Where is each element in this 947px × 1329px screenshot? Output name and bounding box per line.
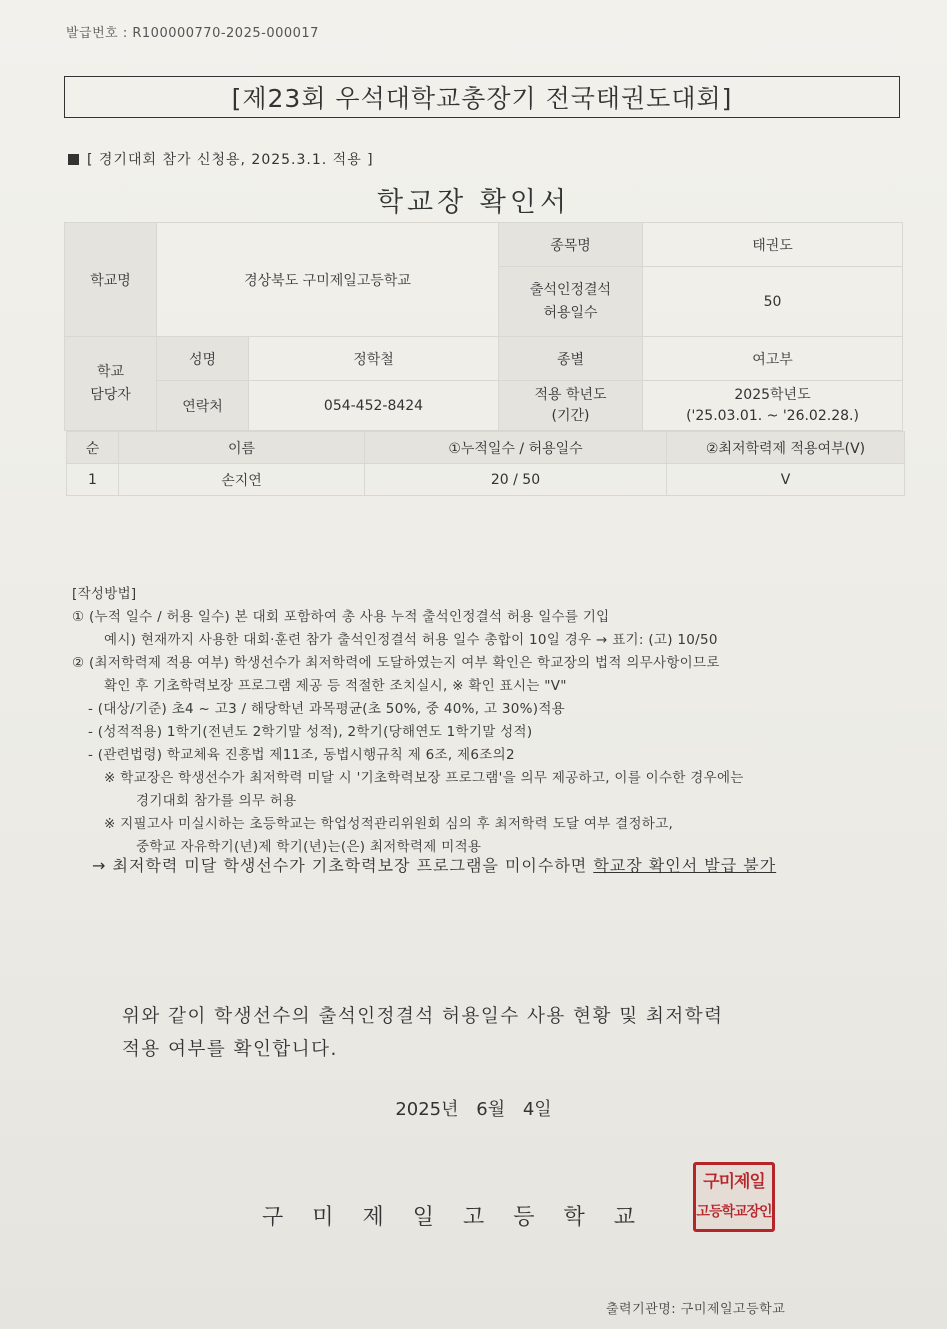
- guide-line: - (관련법령) 학교체육 진흥법 제11조, 동법시행규칙 제 6조, 제6조의2: [88, 747, 515, 763]
- square-bullet-icon: [68, 154, 79, 165]
- contact-label: 연락처: [157, 381, 249, 431]
- event-title: [제23회 우석대학교총장기 전국태권도대회]: [231, 84, 733, 113]
- header-name: 이름: [119, 432, 365, 464]
- principal-seal: [693, 1162, 775, 1232]
- staff-label: [65, 337, 157, 431]
- event-value: 태권도: [643, 223, 903, 267]
- school-name-value: 경상북도 구미제일고등학교: [157, 223, 499, 337]
- confirmation-line2: 적용 여부를 확인합니다.: [122, 1039, 338, 1060]
- guide-line: ※ 학교장은 학생선수가 최저학력 미달 시 '기초학력보장 프로그램'을 의무 제공하고, 이를 이수한 경우에는: [104, 770, 744, 786]
- staff-name-label: 성명: [157, 337, 249, 381]
- date-day: 4일: [522, 1099, 552, 1120]
- confirmation-statement: [122, 1000, 723, 1066]
- row-no: 1: [67, 464, 119, 496]
- contact-value: 054-452-8424: [249, 381, 499, 431]
- guide-line: ② (최저학력제 적용 여부) 학생선수가 최저학력에 도달하였는지 여부 확인은 학교장의 법적 의무사항이므로: [72, 655, 720, 671]
- school-year-label-line1: 적용 학년도: [534, 386, 607, 403]
- allowed-days-label: [499, 267, 643, 337]
- final-note-emphasis: 학교장 확인서 발급 불가: [593, 856, 777, 875]
- division-label: 종별: [499, 337, 643, 381]
- staff-name-value: 정학철: [249, 337, 499, 381]
- issue-number: 발급번호 : R100000770-2025-000017: [66, 26, 319, 41]
- row-name: 손지연: [119, 464, 365, 496]
- header-min-academic: ②최저학력제 적용여부(V): [667, 432, 905, 464]
- table-row: [67, 464, 905, 496]
- staff-label-line2: 담당자: [90, 386, 131, 403]
- student-table: [66, 431, 905, 496]
- issue-date: [0, 1095, 947, 1121]
- row-min-academic: V: [667, 464, 905, 496]
- division-value: 여고부: [643, 337, 903, 381]
- allowed-days-value: 50: [643, 267, 903, 337]
- guide-heading: [작성방법]: [72, 586, 137, 602]
- seal-line2: 고등학교장인: [696, 1204, 772, 1220]
- guide-line: - (성적적용) 1학기(전년도 2학기말 성적), 2학기(당해연도 1학기말 성적): [88, 724, 533, 740]
- guide-line: - (대상/기준) 초4 ~ 고3 / 해당학년 과목평균(초 50%, 중 40%, 고 30%)적용: [88, 701, 565, 717]
- final-note-text: → 최저학력 미달 학생선수가 기초학력보장 프로그램을 미이수하면: [92, 856, 594, 875]
- header-days: ①누적일수 / 허용일수: [365, 432, 667, 464]
- writing-guide: [72, 583, 922, 859]
- date-year: 2025년: [395, 1099, 459, 1120]
- header-no: 순: [67, 432, 119, 464]
- guide-line: 예시) 현재까지 사용한 대회·훈련 참가 출석인정결석 허용 일수 총합이 10일 경우 → 표기: (고) 10/50: [104, 632, 718, 648]
- guide-line: ※ 지필고사 미실시하는 초등학교는 학업성적관리위원회 심의 후 최저학력 도달 여부 결정하고,: [104, 816, 674, 832]
- date-month: 6월: [476, 1099, 506, 1120]
- guide-line: 확인 후 기초학력보장 프로그램 제공 등 적절한 조치실시, ※ 확인 표시는 "V": [104, 678, 567, 694]
- info-table: [64, 222, 903, 431]
- guide-line: 경기대회 참가를 의무 허용: [136, 793, 297, 809]
- allowed-days-label-line1: 출석인정결석: [529, 281, 612, 298]
- confirmation-line1: 위와 같이 학생선수의 출석인정결석 허용일수 사용 현황 및 최저학력: [122, 1006, 724, 1027]
- document-title: 학교장 확인서: [376, 187, 571, 218]
- form-note-text: [ 경기대회 참가 신청용, 2025.3.1. 적용 ]: [87, 152, 374, 168]
- school-year-value-line2: ('25.03.01. ~ '26.02.28.): [686, 407, 859, 424]
- school-signature: 구미제일고등학교: [262, 1205, 665, 1230]
- allowed-days-label-line2: 허용일수: [543, 304, 598, 321]
- school-year-value-line1: 2025학년도: [734, 386, 811, 403]
- event-title-box: [64, 76, 900, 118]
- staff-label-line1: 학교: [96, 363, 125, 380]
- event-label: 종목명: [499, 223, 643, 267]
- student-table-header: [67, 432, 905, 464]
- row-days: 20 / 50: [365, 464, 667, 496]
- seal-line1: 구미제일: [703, 1172, 765, 1192]
- form-note: [68, 149, 374, 169]
- output-org: 출력기관명: 구미제일고등학교: [606, 1302, 786, 1317]
- guide-line: ① (누적 일수 / 허용 일수) 본 대회 포함하여 총 사용 누적 출석인정결석 허용 일수를 기입: [72, 609, 610, 625]
- school-name-label: 학교명: [65, 223, 157, 337]
- guide-line: 중학교 자유학기(년)제 학기(년)는(은) 최저학력제 미적용: [136, 839, 482, 855]
- school-year-value: [643, 381, 903, 431]
- school-year-label-line2: (기간): [551, 407, 590, 424]
- final-note: [92, 853, 776, 876]
- school-year-label: [499, 381, 643, 431]
